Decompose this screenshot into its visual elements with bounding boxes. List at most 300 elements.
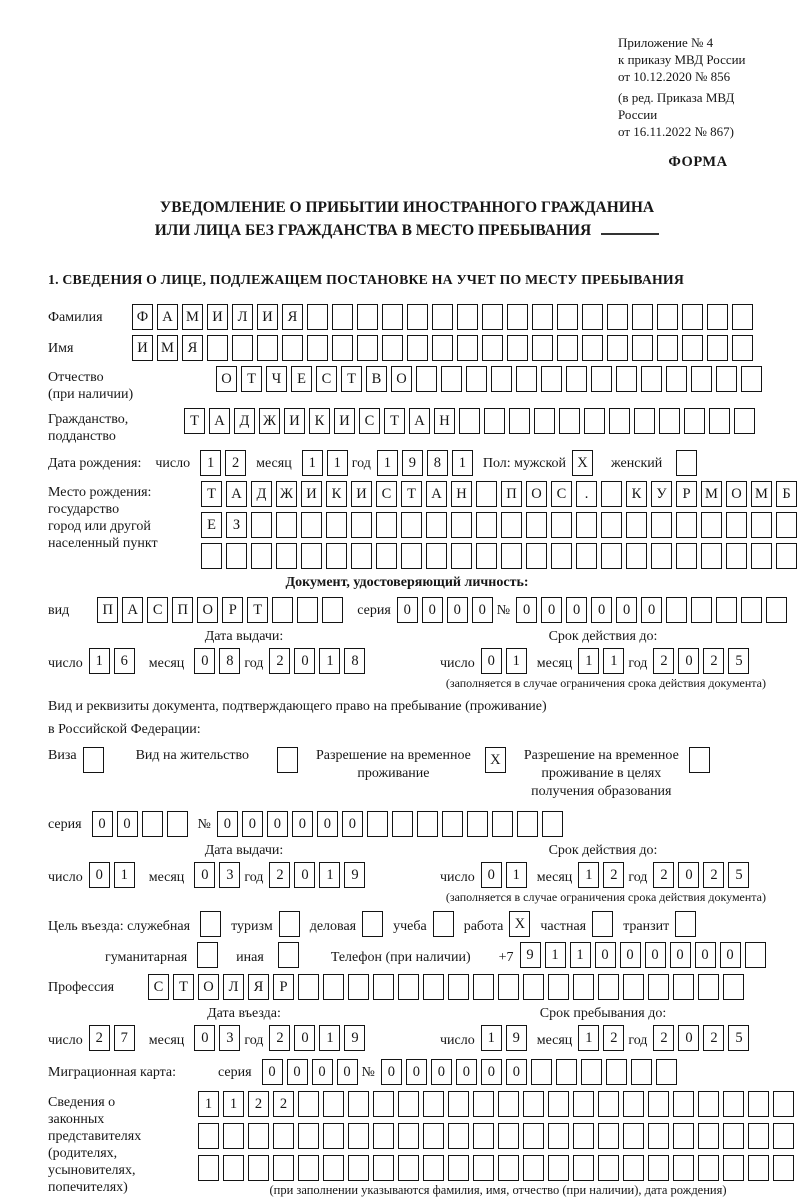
char-cell[interactable]: Я (182, 335, 203, 361)
char-cell[interactable] (698, 974, 719, 1000)
char-cell[interactable] (745, 942, 766, 968)
char-cell[interactable] (673, 974, 694, 1000)
char-cell[interactable]: И (132, 335, 153, 361)
char-cell[interactable] (517, 811, 538, 837)
char-cell[interactable] (734, 408, 755, 434)
char-cell[interactable]: 1 (319, 1025, 340, 1051)
char-cell[interactable] (741, 597, 762, 623)
char-cell[interactable]: С (148, 974, 169, 1000)
char-cell[interactable] (557, 335, 578, 361)
char-cell[interactable]: 0 (397, 597, 418, 623)
char-cell[interactable]: 0 (267, 811, 288, 837)
temp-permit-checkbox[interactable] (485, 747, 510, 773)
char-cell[interactable] (751, 512, 772, 538)
char-cell[interactable] (448, 1091, 469, 1117)
char-cell[interactable] (373, 1091, 394, 1117)
char-cell[interactable]: С (551, 481, 572, 507)
char-cell[interactable]: 0 (287, 1059, 308, 1085)
char-cell[interactable] (451, 512, 472, 538)
char-cell[interactable] (531, 1059, 552, 1085)
representatives-cells-row2[interactable] (198, 1123, 798, 1149)
char-cell[interactable]: 0 (678, 1025, 699, 1051)
iddoc-valid-month-cells[interactable] (578, 648, 628, 674)
char-cell[interactable] (348, 974, 369, 1000)
char-cell[interactable] (507, 335, 528, 361)
char-cell[interactable]: 2 (653, 648, 674, 674)
char-cell[interactable]: Л (223, 974, 244, 1000)
char-cell[interactable]: 1 (223, 1091, 244, 1117)
char-cell[interactable]: 1 (545, 942, 566, 968)
char-cell[interactable] (272, 597, 293, 623)
char-cell[interactable]: Ж (259, 408, 280, 434)
char-cell[interactable] (776, 543, 797, 569)
char-cell[interactable] (407, 304, 428, 330)
char-cell[interactable] (723, 1123, 744, 1149)
char-cell[interactable]: К (626, 481, 647, 507)
char-cell[interactable]: И (207, 304, 228, 330)
iddoc-issue-month-cells[interactable] (194, 648, 244, 674)
char-cell[interactable] (551, 512, 572, 538)
char-cell[interactable] (482, 335, 503, 361)
char-cell[interactable] (491, 366, 512, 392)
residence-issue-year-cells[interactable] (269, 862, 369, 888)
char-cell[interactable] (432, 335, 453, 361)
char-cell[interactable] (657, 304, 678, 330)
char-cell[interactable]: А (209, 408, 230, 434)
char-cell[interactable]: 1 (114, 862, 135, 888)
char-cell[interactable] (482, 304, 503, 330)
char-cell[interactable] (701, 512, 722, 538)
char-cell[interactable]: 0 (695, 942, 716, 968)
char-cell[interactable]: 0 (292, 811, 313, 837)
char-cell[interactable]: А (409, 408, 430, 434)
char-cell[interactable] (226, 543, 247, 569)
char-cell[interactable] (323, 1155, 344, 1181)
char-cell[interactable] (676, 543, 697, 569)
representatives-cells-row3[interactable] (198, 1155, 798, 1181)
residence-issue-month-cells[interactable] (194, 862, 244, 888)
char-cell[interactable] (332, 335, 353, 361)
char-cell[interactable] (523, 974, 544, 1000)
char-cell[interactable]: А (157, 304, 178, 330)
char-cell[interactable] (367, 811, 388, 837)
char-cell[interactable]: Р (222, 597, 243, 623)
char-cell[interactable] (648, 974, 669, 1000)
char-cell[interactable] (723, 974, 744, 1000)
char-cell[interactable]: У (651, 481, 672, 507)
char-cell[interactable] (298, 1123, 319, 1149)
char-cell[interactable]: 0 (678, 648, 699, 674)
char-cell[interactable] (323, 1091, 344, 1117)
char-cell[interactable] (698, 1155, 719, 1181)
char-cell[interactable] (701, 543, 722, 569)
char-cell[interactable] (248, 1123, 269, 1149)
char-cell[interactable]: 8 (344, 648, 365, 674)
char-cell[interactable] (348, 1091, 369, 1117)
char-cell[interactable]: 1 (506, 862, 527, 888)
char-cell[interactable]: И (284, 408, 305, 434)
char-cell[interactable] (473, 1091, 494, 1117)
char-cell[interactable]: 0 (645, 942, 666, 968)
char-cell[interactable] (297, 597, 318, 623)
char-cell[interactable] (398, 974, 419, 1000)
char-cell[interactable] (416, 366, 437, 392)
char-cell[interactable]: 0 (242, 811, 263, 837)
birth-year-cells[interactable] (377, 450, 477, 476)
char-cell[interactable]: 1 (319, 862, 340, 888)
char-cell[interactable]: 0 (194, 862, 215, 888)
char-cell[interactable] (548, 1091, 569, 1117)
char-cell[interactable] (675, 911, 696, 937)
char-cell[interactable]: С (359, 408, 380, 434)
char-cell[interactable]: И (301, 481, 322, 507)
char-cell[interactable] (626, 512, 647, 538)
char-cell[interactable] (581, 1059, 602, 1085)
char-cell[interactable] (709, 408, 730, 434)
char-cell[interactable] (623, 1091, 644, 1117)
char-cell[interactable] (248, 1155, 269, 1181)
char-cell[interactable]: О (526, 481, 547, 507)
edu-permit-checkbox[interactable] (689, 747, 714, 773)
surname-cells[interactable] (132, 304, 757, 330)
char-cell[interactable]: О (216, 366, 237, 392)
char-cell[interactable]: Т (173, 974, 194, 1000)
birth-month-cells[interactable] (302, 450, 352, 476)
char-cell[interactable] (200, 911, 221, 937)
residence-valid-day-cells[interactable] (481, 862, 531, 888)
char-cell[interactable] (373, 1123, 394, 1149)
char-cell[interactable] (698, 1091, 719, 1117)
char-cell[interactable] (532, 304, 553, 330)
char-cell[interactable] (307, 304, 328, 330)
char-cell[interactable]: 0 (566, 597, 587, 623)
char-cell[interactable]: 1 (578, 1025, 599, 1051)
char-cell[interactable] (773, 1155, 794, 1181)
char-cell[interactable]: 0 (317, 811, 338, 837)
char-cell[interactable] (651, 512, 672, 538)
char-cell[interactable] (591, 366, 612, 392)
char-cell[interactable] (632, 335, 653, 361)
char-cell[interactable]: К (309, 408, 330, 434)
char-cell[interactable]: О (391, 366, 412, 392)
char-cell[interactable] (676, 512, 697, 538)
char-cell[interactable] (423, 1091, 444, 1117)
char-cell[interactable]: 0 (312, 1059, 333, 1085)
char-cell[interactable] (197, 942, 218, 968)
char-cell[interactable]: С (376, 481, 397, 507)
char-cell[interactable] (598, 1123, 619, 1149)
char-cell[interactable] (576, 512, 597, 538)
char-cell[interactable] (257, 335, 278, 361)
char-cell[interactable] (484, 408, 505, 434)
char-cell[interactable] (501, 543, 522, 569)
char-cell[interactable] (167, 811, 188, 837)
char-cell[interactable]: 1 (319, 648, 340, 674)
char-cell[interactable]: 9 (520, 942, 541, 968)
char-cell[interactable]: Р (676, 481, 697, 507)
char-cell[interactable] (457, 335, 478, 361)
char-cell[interactable] (698, 1123, 719, 1149)
entry-year-cells[interactable] (269, 1025, 369, 1051)
char-cell[interactable] (251, 543, 272, 569)
char-cell[interactable] (631, 1059, 652, 1085)
char-cell[interactable] (476, 512, 497, 538)
char-cell[interactable]: 9 (506, 1025, 527, 1051)
char-cell[interactable]: Я (248, 974, 269, 1000)
char-cell[interactable]: М (701, 481, 722, 507)
char-cell[interactable] (476, 481, 497, 507)
char-cell[interactable] (623, 1123, 644, 1149)
char-cell[interactable]: Т (341, 366, 362, 392)
residence-issue-day-cells[interactable] (89, 862, 139, 888)
char-cell[interactable]: 1 (200, 450, 221, 476)
char-cell[interactable] (473, 1123, 494, 1149)
char-cell[interactable] (716, 597, 737, 623)
char-cell[interactable]: К (326, 481, 347, 507)
char-cell[interactable]: Т (241, 366, 262, 392)
char-cell[interactable] (601, 481, 622, 507)
char-cell[interactable]: 1 (327, 450, 348, 476)
char-cell[interactable]: 2 (703, 1025, 724, 1051)
char-cell[interactable]: Н (451, 481, 472, 507)
char-cell[interactable] (392, 811, 413, 837)
iddoc-number-cells[interactable] (516, 597, 791, 623)
char-cell[interactable] (732, 304, 753, 330)
char-cell[interactable] (323, 974, 344, 1000)
char-cell[interactable]: 3 (219, 1025, 240, 1051)
char-cell[interactable] (723, 1155, 744, 1181)
sex-female-checkbox[interactable] (676, 450, 701, 476)
char-cell[interactable] (648, 1155, 669, 1181)
char-cell[interactable] (223, 1123, 244, 1149)
purpose-humanitarian-checkbox[interactable] (197, 942, 222, 968)
char-cell[interactable]: . (576, 481, 597, 507)
char-cell[interactable]: 0 (381, 1059, 402, 1085)
char-cell[interactable]: О (198, 974, 219, 1000)
char-cell[interactable] (401, 512, 422, 538)
char-cell[interactable]: 0 (194, 648, 215, 674)
char-cell[interactable]: С (316, 366, 337, 392)
entry-day-cells[interactable] (89, 1025, 139, 1051)
char-cell[interactable] (773, 1123, 794, 1149)
char-cell[interactable] (432, 304, 453, 330)
char-cell[interactable]: X (485, 747, 506, 773)
char-cell[interactable]: Ч (266, 366, 287, 392)
char-cell[interactable]: 0 (294, 1025, 315, 1051)
char-cell[interactable] (641, 366, 662, 392)
purpose-study-checkbox[interactable] (433, 911, 458, 937)
char-cell[interactable]: Т (401, 481, 422, 507)
purpose-business-checkbox[interactable] (362, 911, 387, 937)
char-cell[interactable] (523, 1091, 544, 1117)
char-cell[interactable]: Т (247, 597, 268, 623)
char-cell[interactable]: 0 (431, 1059, 452, 1085)
char-cell[interactable] (556, 1059, 577, 1085)
char-cell[interactable]: Е (201, 512, 222, 538)
residence-valid-month-cells[interactable] (578, 862, 628, 888)
char-cell[interactable] (748, 1155, 769, 1181)
char-cell[interactable] (322, 597, 343, 623)
char-cell[interactable] (573, 1123, 594, 1149)
residence-number-cells[interactable] (217, 811, 567, 837)
char-cell[interactable]: И (257, 304, 278, 330)
char-cell[interactable]: 0 (670, 942, 691, 968)
char-cell[interactable]: 0 (89, 862, 110, 888)
char-cell[interactable] (623, 1155, 644, 1181)
char-cell[interactable] (373, 1155, 394, 1181)
char-cell[interactable]: 0 (406, 1059, 427, 1085)
char-cell[interactable] (323, 1123, 344, 1149)
char-cell[interactable]: 2 (273, 1091, 294, 1117)
char-cell[interactable]: 0 (262, 1059, 283, 1085)
char-cell[interactable] (498, 1123, 519, 1149)
char-cell[interactable] (401, 543, 422, 569)
char-cell[interactable] (207, 335, 228, 361)
char-cell[interactable]: 0 (447, 597, 468, 623)
iddoc-type-cells[interactable] (97, 597, 347, 623)
char-cell[interactable]: А (122, 597, 143, 623)
char-cell[interactable] (651, 543, 672, 569)
purpose-private-checkbox[interactable] (592, 911, 617, 937)
purpose-transit-checkbox[interactable] (675, 911, 700, 937)
char-cell[interactable]: 8 (219, 648, 240, 674)
char-cell[interactable] (509, 408, 530, 434)
char-cell[interactable] (673, 1091, 694, 1117)
char-cell[interactable]: 2 (225, 450, 246, 476)
char-cell[interactable] (551, 543, 572, 569)
char-cell[interactable] (279, 911, 300, 937)
name-cells[interactable] (132, 335, 757, 361)
char-cell[interactable]: Ж (276, 481, 297, 507)
char-cell[interactable] (648, 1091, 669, 1117)
char-cell[interactable] (666, 366, 687, 392)
char-cell[interactable] (142, 811, 163, 837)
iddoc-issue-year-cells[interactable] (269, 648, 369, 674)
char-cell[interactable] (548, 1155, 569, 1181)
char-cell[interactable] (251, 512, 272, 538)
char-cell[interactable]: 6 (114, 648, 135, 674)
char-cell[interactable] (448, 974, 469, 1000)
char-cell[interactable] (657, 335, 678, 361)
iddoc-valid-day-cells[interactable] (481, 648, 531, 674)
char-cell[interactable] (198, 1155, 219, 1181)
char-cell[interactable] (398, 1123, 419, 1149)
char-cell[interactable] (534, 408, 555, 434)
char-cell[interactable] (298, 1155, 319, 1181)
representatives-cells-row1[interactable] (198, 1091, 798, 1117)
char-cell[interactable]: 0 (294, 648, 315, 674)
char-cell[interactable] (598, 974, 619, 1000)
char-cell[interactable] (516, 366, 537, 392)
char-cell[interactable]: 0 (616, 597, 637, 623)
char-cell[interactable] (666, 597, 687, 623)
birthplace-cells-row2[interactable] (201, 512, 801, 538)
char-cell[interactable] (448, 1123, 469, 1149)
char-cell[interactable] (634, 408, 655, 434)
char-cell[interactable] (732, 335, 753, 361)
visa-checkbox[interactable] (83, 747, 108, 773)
char-cell[interactable]: М (751, 481, 772, 507)
char-cell[interactable] (278, 942, 299, 968)
char-cell[interactable]: 2 (269, 648, 290, 674)
citizenship-cells[interactable] (184, 408, 759, 434)
char-cell[interactable] (648, 1123, 669, 1149)
phone-cells[interactable] (520, 942, 770, 968)
char-cell[interactable]: 0 (541, 597, 562, 623)
char-cell[interactable]: И (334, 408, 355, 434)
char-cell[interactable] (277, 747, 298, 773)
char-cell[interactable] (582, 304, 603, 330)
stay-year-cells[interactable] (653, 1025, 753, 1051)
char-cell[interactable] (584, 408, 605, 434)
char-cell[interactable] (398, 1091, 419, 1117)
char-cell[interactable]: 1 (578, 648, 599, 674)
char-cell[interactable] (442, 811, 463, 837)
char-cell[interactable] (198, 1123, 219, 1149)
patronymic-cells[interactable] (216, 366, 766, 392)
char-cell[interactable] (382, 335, 403, 361)
char-cell[interactable]: 0 (620, 942, 641, 968)
char-cell[interactable]: 2 (653, 1025, 674, 1051)
char-cell[interactable]: А (226, 481, 247, 507)
char-cell[interactable] (301, 512, 322, 538)
char-cell[interactable] (357, 304, 378, 330)
char-cell[interactable] (573, 1091, 594, 1117)
char-cell[interactable] (273, 1155, 294, 1181)
char-cell[interactable] (201, 543, 222, 569)
char-cell[interactable]: 2 (703, 862, 724, 888)
char-cell[interactable] (626, 543, 647, 569)
char-cell[interactable]: 5 (728, 862, 749, 888)
char-cell[interactable]: 0 (217, 811, 238, 837)
char-cell[interactable]: М (157, 335, 178, 361)
char-cell[interactable]: 0 (481, 1059, 502, 1085)
char-cell[interactable]: С (147, 597, 168, 623)
purpose-official-checkbox[interactable] (200, 911, 225, 937)
char-cell[interactable]: П (97, 597, 118, 623)
char-cell[interactable]: П (501, 481, 522, 507)
char-cell[interactable] (498, 974, 519, 1000)
char-cell[interactable] (459, 408, 480, 434)
char-cell[interactable] (223, 1155, 244, 1181)
char-cell[interactable] (282, 335, 303, 361)
char-cell[interactable] (326, 512, 347, 538)
stay-day-cells[interactable] (481, 1025, 531, 1051)
char-cell[interactable]: 1 (198, 1091, 219, 1117)
char-cell[interactable] (473, 974, 494, 1000)
char-cell[interactable]: Л (232, 304, 253, 330)
char-cell[interactable] (582, 335, 603, 361)
char-cell[interactable] (473, 1155, 494, 1181)
char-cell[interactable] (689, 747, 710, 773)
char-cell[interactable]: А (426, 481, 447, 507)
char-cell[interactable] (673, 1155, 694, 1181)
char-cell[interactable]: 7 (114, 1025, 135, 1051)
char-cell[interactable]: В (366, 366, 387, 392)
char-cell[interactable]: 1 (570, 942, 591, 968)
char-cell[interactable]: 0 (337, 1059, 358, 1085)
char-cell[interactable] (573, 1155, 594, 1181)
char-cell[interactable] (623, 974, 644, 1000)
char-cell[interactable] (273, 1123, 294, 1149)
char-cell[interactable] (523, 1155, 544, 1181)
char-cell[interactable]: 0 (342, 811, 363, 837)
char-cell[interactable]: Н (434, 408, 455, 434)
char-cell[interactable]: 9 (344, 1025, 365, 1051)
char-cell[interactable] (498, 1155, 519, 1181)
char-cell[interactable] (573, 974, 594, 1000)
char-cell[interactable]: 1 (89, 648, 110, 674)
